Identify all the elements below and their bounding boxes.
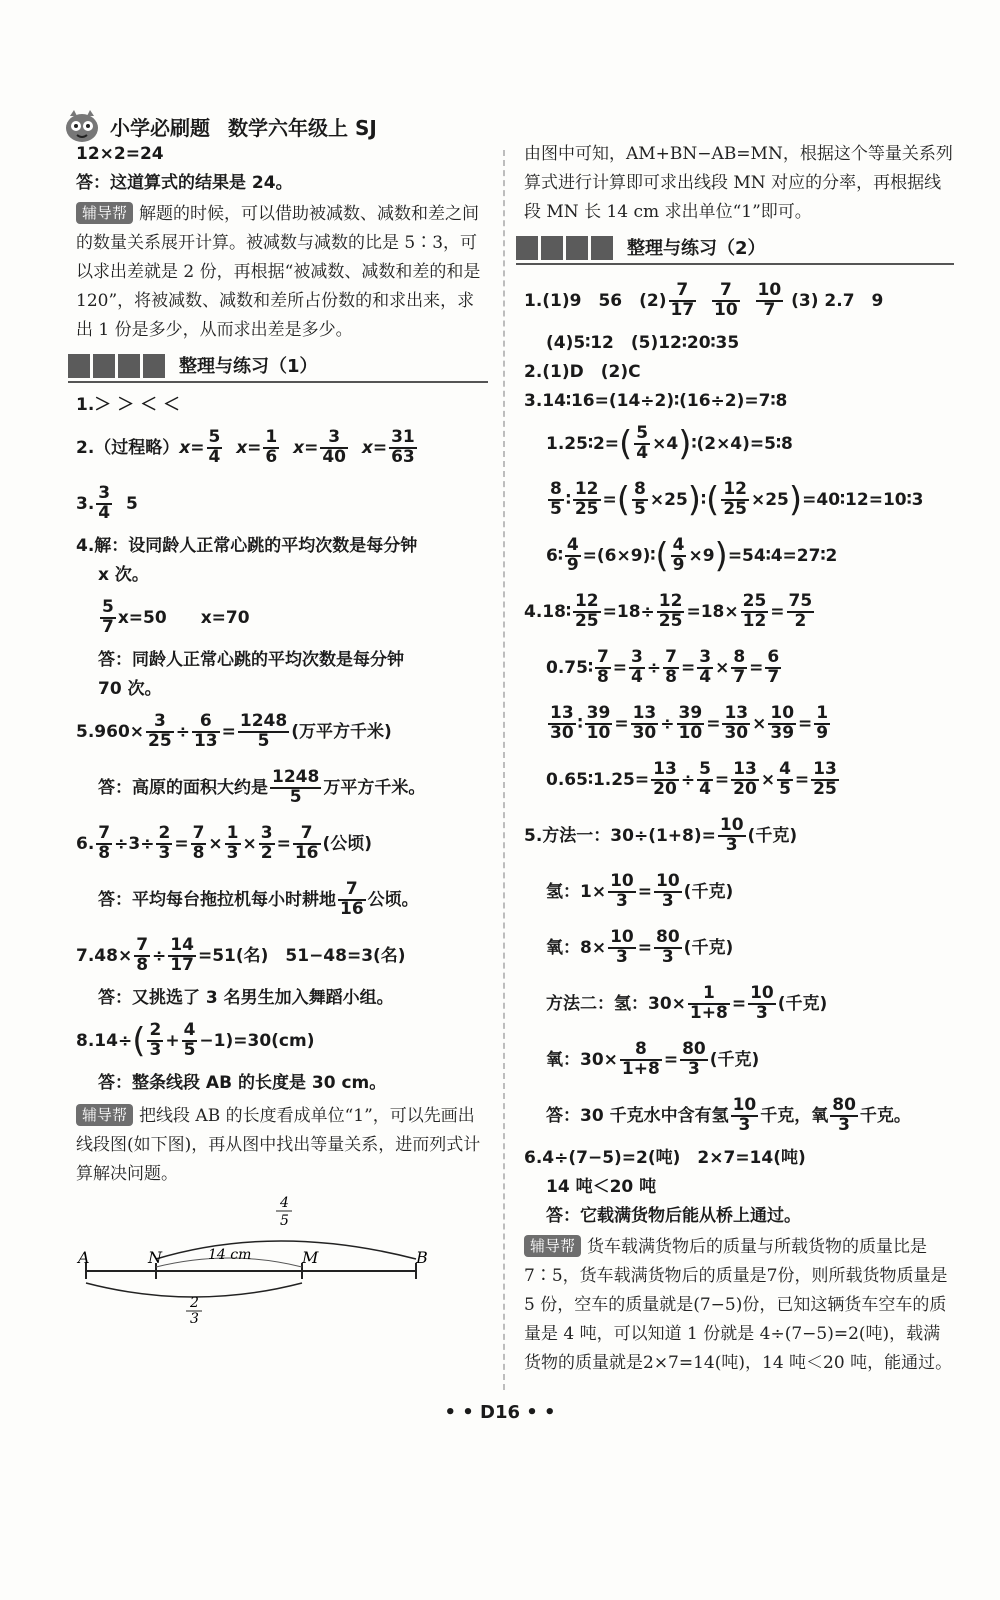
- line-text: 氢：1×: [546, 881, 607, 902]
- point-a-label: A: [78, 1248, 90, 1267]
- fraction: $\frac{80}{3}$: [656, 927, 680, 967]
- fraction: $\frac{5}{4}$: [699, 759, 711, 799]
- line-text: 8.14÷: [76, 1030, 133, 1051]
- fraction-top-den: 5: [280, 1213, 289, 1229]
- fraction: $\frac{6}{13}$: [193, 711, 218, 751]
- dot-icon: • •: [520, 1402, 556, 1423]
- fraction: $\frac{12}{25}$: [574, 479, 599, 519]
- help-badge: 辅导帮: [524, 1235, 581, 1257]
- answer-line: x 次。: [98, 565, 149, 585]
- line-text: ∶(2×4)=5∶8: [691, 433, 793, 454]
- fraction: $\frac{10}{3}$: [610, 871, 634, 911]
- answer-line: 答：这道算式的结果是 24。: [76, 173, 293, 193]
- fraction: $\frac{7}{8}$: [136, 935, 149, 975]
- answer-line: [76, 872, 488, 928]
- answer-line: [524, 1088, 954, 1144]
- fraction: $\frac{3}{2}$: [260, 823, 273, 863]
- line-text: 0.65∶1.25=: [546, 769, 650, 790]
- fraction: $\frac{8}{5}$: [634, 479, 646, 519]
- section-bars-icon: [516, 236, 613, 260]
- fraction: $\frac{80}{3}$: [682, 1039, 706, 1079]
- left-column: [76, 140, 488, 1323]
- explanation-paragraph: 由图中可知，AM+BN−AB=MN，根据这个等量关系列算式进行计算即可求出线段 MN 对应的分率，再根据线段 MN 长 14 cm 求出单位“1”即可。: [524, 144, 953, 222]
- line-text: (千克): [709, 1049, 760, 1070]
- fraction: $\frac{1}{6}$: [265, 427, 278, 467]
- fraction: $\frac{10}{7}$: [757, 280, 782, 320]
- fraction: $\frac{5}{4}$: [208, 427, 221, 467]
- page-number: [0, 1402, 1000, 1423]
- fraction: $\frac{12}{25}$: [658, 591, 683, 631]
- line-text: (公顷): [322, 833, 373, 854]
- fraction: $\frac{39}{10}$: [586, 703, 611, 743]
- line-text: x=50 x=70: [117, 607, 250, 628]
- line-text: (千克): [683, 881, 734, 902]
- line-text: 5: [125, 493, 138, 514]
- answer-line: 方法二：氢：30× $\frac{1}{1+8}$ = $\frac{10}{3}$ (千克): [546, 983, 828, 1023]
- fraction: $\frac{7}{17}$: [670, 280, 695, 320]
- line-text: =40∶12=10∶3: [802, 489, 924, 510]
- line-text: 方法二：氢：30×: [546, 993, 686, 1014]
- fraction: $\frac{6}{7}$: [767, 647, 780, 687]
- fraction: $\frac{13}{20}$: [733, 759, 757, 799]
- fraction: $\frac{4}{9}$: [672, 535, 685, 575]
- fraction-bottom-num: 2: [190, 1295, 199, 1311]
- line-text: (万平方千米): [291, 721, 392, 742]
- help-text: 把线段 AB 的长度看成单位“1”，可以先画出线段图(如下图)，再从图中找出等量关系，进而列式计算解决问题。: [76, 1106, 481, 1184]
- fraction: $\frac{4}{5}$: [779, 759, 791, 799]
- answer-line: 6. $\frac{7}{8}$ ÷3÷ $\frac{2}{3}$ = $\frac{7}{8}$ × $\frac{1}{3}$ × $\frac{3}{2}$ = $\frac{7}{16}$ (公顷): [76, 823, 373, 863]
- page-number-text: D16: [480, 1402, 520, 1423]
- answer-line: $\frac{8}{5}$ ∶ $\frac{12}{25}$ = ( $\frac{8}{5}$ ×25 ) ∶ ( $\frac{12}{25}$ ×25 ) =40∶12=10∶3: [550, 479, 924, 520]
- answer-line: 4.解：设同龄人正常心跳的平均次数是每分钟: [76, 536, 418, 556]
- fraction: $\frac{8}{5}$: [550, 479, 562, 519]
- answer-line: 3.14∶16=(14÷2)∶(16÷2)=7∶8: [524, 391, 788, 411]
- answer-line: (4)5∶12 (5)12∶20∶35: [546, 333, 740, 353]
- answer-line: 7.48× $\frac{7}{8}$ ÷ $\frac{14}{17}$ =51(名) 51−48=3(名): [76, 935, 406, 975]
- fraction: $\frac{7}{10}$: [714, 280, 738, 320]
- brand-title: 小学必刷题: [110, 115, 210, 140]
- line-text: 答：30 千克水中含有氢: [546, 1105, 729, 1126]
- fraction: $\frac{3}{40}$: [322, 427, 346, 467]
- answer-line: 0.65∶1.25= $\frac{13}{20}$ ÷ $\frac{5}{4}$ = $\frac{13}{20}$ × $\frac{4}{5}$ = $\frac{13}{25}$: [546, 759, 837, 799]
- fraction: $\frac{3}{4}$: [699, 647, 712, 687]
- fraction: $\frac{31}{63}$: [391, 427, 415, 467]
- answer-line: 14 吨＜20 吨: [546, 1177, 657, 1197]
- fraction: $\frac{12}{25}$: [574, 591, 599, 631]
- fraction: $\frac{25}{12}$: [742, 591, 767, 631]
- line-text: (千克): [747, 825, 798, 846]
- fraction: $\frac{1}{3}$: [226, 823, 239, 863]
- fraction: $\frac{7}{8}$: [192, 823, 205, 863]
- fraction: $\frac{3}{25}$: [148, 711, 172, 751]
- answer-line: [76, 590, 488, 646]
- answer-line: 答：整条线段 AB 的长度是 30 cm。: [98, 1073, 387, 1093]
- line-text: (千克): [777, 993, 828, 1014]
- help-note: [76, 200, 488, 345]
- help-badge: 辅导帮: [76, 1104, 133, 1126]
- right-column: [524, 140, 954, 1378]
- point-b-label: B: [416, 1248, 428, 1267]
- line-text: 1.(1)9 56 (2): [524, 290, 667, 311]
- fraction: $\frac{3}{4}$: [631, 647, 643, 687]
- answer-line: 1.25∶2= ( $\frac{5}{4}$ ×4 ) ∶(2×4)=5∶8: [546, 423, 793, 464]
- fraction: $\frac{13}{30}$: [550, 703, 574, 743]
- line-text: (千克): [683, 937, 734, 958]
- line-text: 0.75∶: [546, 657, 593, 678]
- answer-line: 12×2=24: [76, 144, 164, 164]
- section-header: [68, 351, 488, 383]
- fraction: $\frac{7}{8}$: [596, 647, 609, 687]
- subject-title: 数学六年级上 SJ: [228, 115, 377, 140]
- fraction: $\frac{10}{3}$: [732, 1095, 757, 1135]
- answer-line: 70 次。: [98, 679, 162, 699]
- answer-line: 4.18∶ $\frac{12}{25}$ =18÷ $\frac{12}{25}$ =18× $\frac{25}{12}$ = $\frac{75}{2}$: [524, 591, 813, 631]
- answer-line: [76, 476, 488, 532]
- answer-line: [524, 273, 954, 329]
- answer-line: 氧：30× $\frac{8}{1+8}$ = $\frac{80}{3}$ (千克): [546, 1039, 760, 1079]
- fraction: $\frac{7}{8}$: [665, 647, 677, 687]
- line-text: 氧：8×: [546, 937, 607, 958]
- segment-length-label: 14 cm: [208, 1247, 252, 1263]
- line-text: 公顷。: [367, 889, 419, 910]
- fraction: $\frac{14}{17}$: [170, 935, 194, 975]
- answer-line: 答：它载满货物后能从桥上通过。: [546, 1206, 801, 1226]
- fraction: $\frac{10}{3}$: [656, 871, 680, 911]
- line-text: 5.方法一：30÷(1+8)=: [524, 825, 716, 846]
- fraction: $\frac{1248}{5}$: [272, 767, 320, 807]
- fraction: $\frac{2}{3}$: [158, 823, 171, 863]
- answer-line: [524, 808, 954, 864]
- fraction: $\frac{1}{9}$: [816, 703, 829, 743]
- fraction: $\frac{13}{30}$: [632, 703, 657, 743]
- fraction: $\frac{12}{25}$: [723, 479, 747, 519]
- line-text: 3.: [76, 493, 95, 514]
- fraction: $\frac{1}{1+8}$: [689, 983, 728, 1023]
- answer-line: 2.(1)D (2)C: [524, 362, 641, 382]
- line-segment-diagram: [76, 1193, 488, 1323]
- fraction: $\frac{80}{3}$: [832, 1095, 856, 1135]
- line-text: 答：高原的面积大约是: [98, 777, 268, 798]
- fraction: $\frac{5}{4}$: [636, 423, 649, 463]
- line-text: 4.18∶: [524, 601, 571, 622]
- section-title: 整理与练习（2）: [627, 237, 766, 259]
- line-text: 7.48×: [76, 945, 133, 966]
- line-text: 千克，氧: [760, 1105, 829, 1126]
- fraction: $\frac{13}{25}$: [813, 759, 837, 799]
- fraction: $\frac{7}{16}$: [294, 823, 319, 863]
- answer-line: 8.14÷ ( $\frac{2}{3}$ + $\frac{4}{5}$ −1)=30(cm): [76, 1020, 315, 1061]
- line-text: (3) 2.7 9: [791, 290, 884, 311]
- line-text: 6∶: [546, 545, 563, 566]
- help-text: 货车载满货物后的质量与所载货物的质量比是 7∶5，货车载满货物后的质量是7份，则所载货物质量是 5 份，空车的质量就是(7−5)份，已知这辆货车空车的质量是 4 吨，可以知道 1 份就是 4÷(7−5)=2(吨)，载满货物的质量就是2×7=14(吨)，14 吨＜20 吨，能通过。: [524, 1237, 953, 1373]
- answer-line: 0.75∶ $\frac{7}{8}$ = $\frac{3}{4}$ ÷ $\frac{7}{8}$ = $\frac{3}{4}$ × $\frac{8}{7}$ = $\frac{6}{7}$: [546, 647, 780, 687]
- fraction: $\frac{13}{30}$: [724, 703, 749, 743]
- answer-line: 6.4÷(7−5)=2(吨) 2×7=14(吨): [524, 1148, 806, 1168]
- section-title: 整理与练习（1）: [179, 355, 318, 377]
- answer-line: 5.960× $\frac{3}{25}$ ÷ $\frac{6}{13}$ = $\frac{1248}{5}$ (万平方千米): [76, 711, 392, 751]
- line-text: 万平方千米。: [323, 777, 426, 798]
- line-text: 6.: [76, 833, 95, 854]
- answer-line: 答：又挑选了 3 名男生加入舞蹈小组。: [98, 988, 394, 1008]
- help-text: 解题的时候，可以借助被减数、减数和差之间的数量关系展开计算。被减数与减数的比是 5∶3，可以求出差就是 2 份，再根据“被减数、减数和差的和是 120”，将被减数、减数和差所占份数的和求出来，求出 1 份是多少，从而求出差是多少。: [76, 204, 481, 340]
- fraction-top-num: 4: [280, 1195, 289, 1211]
- fraction: $\frac{7}{8}$: [98, 823, 111, 863]
- fraction: $\frac{5}{7}$: [102, 597, 114, 637]
- answer-line: 1.＞ ＞ ＜ ＜: [76, 395, 181, 415]
- fraction: $\frac{10}{39}$: [770, 703, 795, 743]
- answer-line: [76, 760, 488, 816]
- line-text: 5.960×: [76, 721, 145, 742]
- answer-line: 6∶ $\frac{4}{9}$ =(6×9)∶ ( $\frac{4}{9}$ ×9 ) =54∶4=27∶2: [546, 535, 838, 576]
- help-note: [76, 1102, 488, 1189]
- fraction: $\frac{8}{1+8}$: [621, 1039, 660, 1079]
- fraction: $\frac{2}{3}$: [149, 1020, 162, 1060]
- answer-line: 氧：8× $\frac{10}{3}$ = $\frac{80}{3}$ (千克): [546, 927, 734, 967]
- line-text: =51(名) 51−48=3(名): [197, 945, 406, 966]
- line-text: −1)=30(cm): [199, 1030, 315, 1051]
- mascot-icon: [62, 108, 102, 144]
- fraction: $\frac{10}{3}$: [750, 983, 774, 1023]
- help-note: [524, 1233, 954, 1378]
- help-badge: 辅导帮: [76, 202, 133, 224]
- fraction: $\frac{10}{3}$: [610, 927, 634, 967]
- dot-icon: • •: [444, 1402, 480, 1423]
- fraction-bottom-den: 3: [190, 1311, 199, 1323]
- answer-line: $\frac{13}{30}$ ∶ $\frac{39}{10}$ = $\frac{13}{30}$ ÷ $\frac{39}{10}$ = $\frac{13}{30}$ × $\frac{10}{39}$ = $\frac{1}{9}$: [550, 703, 829, 743]
- point-m-label: M: [302, 1248, 319, 1267]
- answer-line: 2.（过程略） x = $\frac{5}{4}$ x = $\frac{1}{6}$ x = $\frac{3}{40}$ x = $\frac{31}{63}$: [76, 427, 415, 467]
- fraction: $\frac{39}{10}$: [678, 703, 703, 743]
- answer-line: 氢：1× $\frac{10}{3}$ = $\frac{10}{3}$ (千克): [546, 871, 734, 911]
- fraction: $\frac{75}{2}$: [788, 591, 813, 631]
- answer-line: 答：同龄人正常心跳的平均次数是每分钟: [98, 650, 404, 670]
- column-divider: [503, 150, 507, 1390]
- segment-diagram-svg: [76, 1193, 476, 1323]
- fraction: $\frac{8}{7}$: [733, 647, 746, 687]
- section-bars-icon: [68, 354, 165, 378]
- fraction: $\frac{10}{3}$: [719, 815, 744, 855]
- fraction: $\frac{3}{4}$: [98, 483, 111, 523]
- line-text: 千克。: [859, 1105, 911, 1126]
- line-text: 1.25∶2=: [546, 433, 620, 454]
- fraction: $\frac{7}{16}$: [340, 879, 364, 919]
- fraction: $\frac{4}{5}$: [183, 1020, 196, 1060]
- line-text: =54∶4=27∶2: [727, 545, 838, 566]
- line-text: 2.（过程略）: [76, 437, 180, 458]
- section-header: [516, 233, 954, 265]
- line-text: 答：平均每台拖拉机每小时耕地: [98, 889, 336, 910]
- fraction: $\frac{1248}{5}$: [239, 711, 288, 751]
- fraction: $\frac{4}{9}$: [566, 535, 579, 575]
- line-text: 氧：30×: [546, 1049, 618, 1070]
- point-n-label: N: [148, 1248, 162, 1267]
- fraction: $\frac{13}{20}$: [653, 759, 677, 799]
